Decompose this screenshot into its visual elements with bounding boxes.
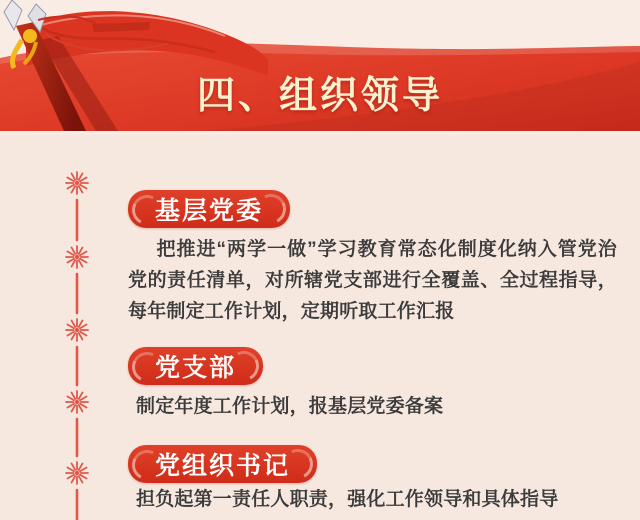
page-title: 四、组织领导 <box>196 75 443 117</box>
timeline-rail <box>63 166 91 520</box>
section-label-dang-zhibu: 党支部 <box>128 347 263 385</box>
section-body-jiceng-dangwei: 把推进“两学一做”学习教育常态化制度化纳入管党治党的责任清单，对所辖党支部进行全覆盖、全过程指导，每年制定工作计划，定期听取工作汇报 <box>128 239 617 322</box>
section-body-dangzuzhi-shuji: 担负起第一责任人职责，强化工作领导和具体指导 <box>136 489 559 510</box>
section-label-dangzuzhi-shuji: 党组织书记 <box>128 445 317 483</box>
section-body-dang-zhibu: 制定年度工作计划，报基层党委备案 <box>136 396 444 417</box>
section-label-jiceng-dangwei: 基层党委 <box>128 190 290 228</box>
